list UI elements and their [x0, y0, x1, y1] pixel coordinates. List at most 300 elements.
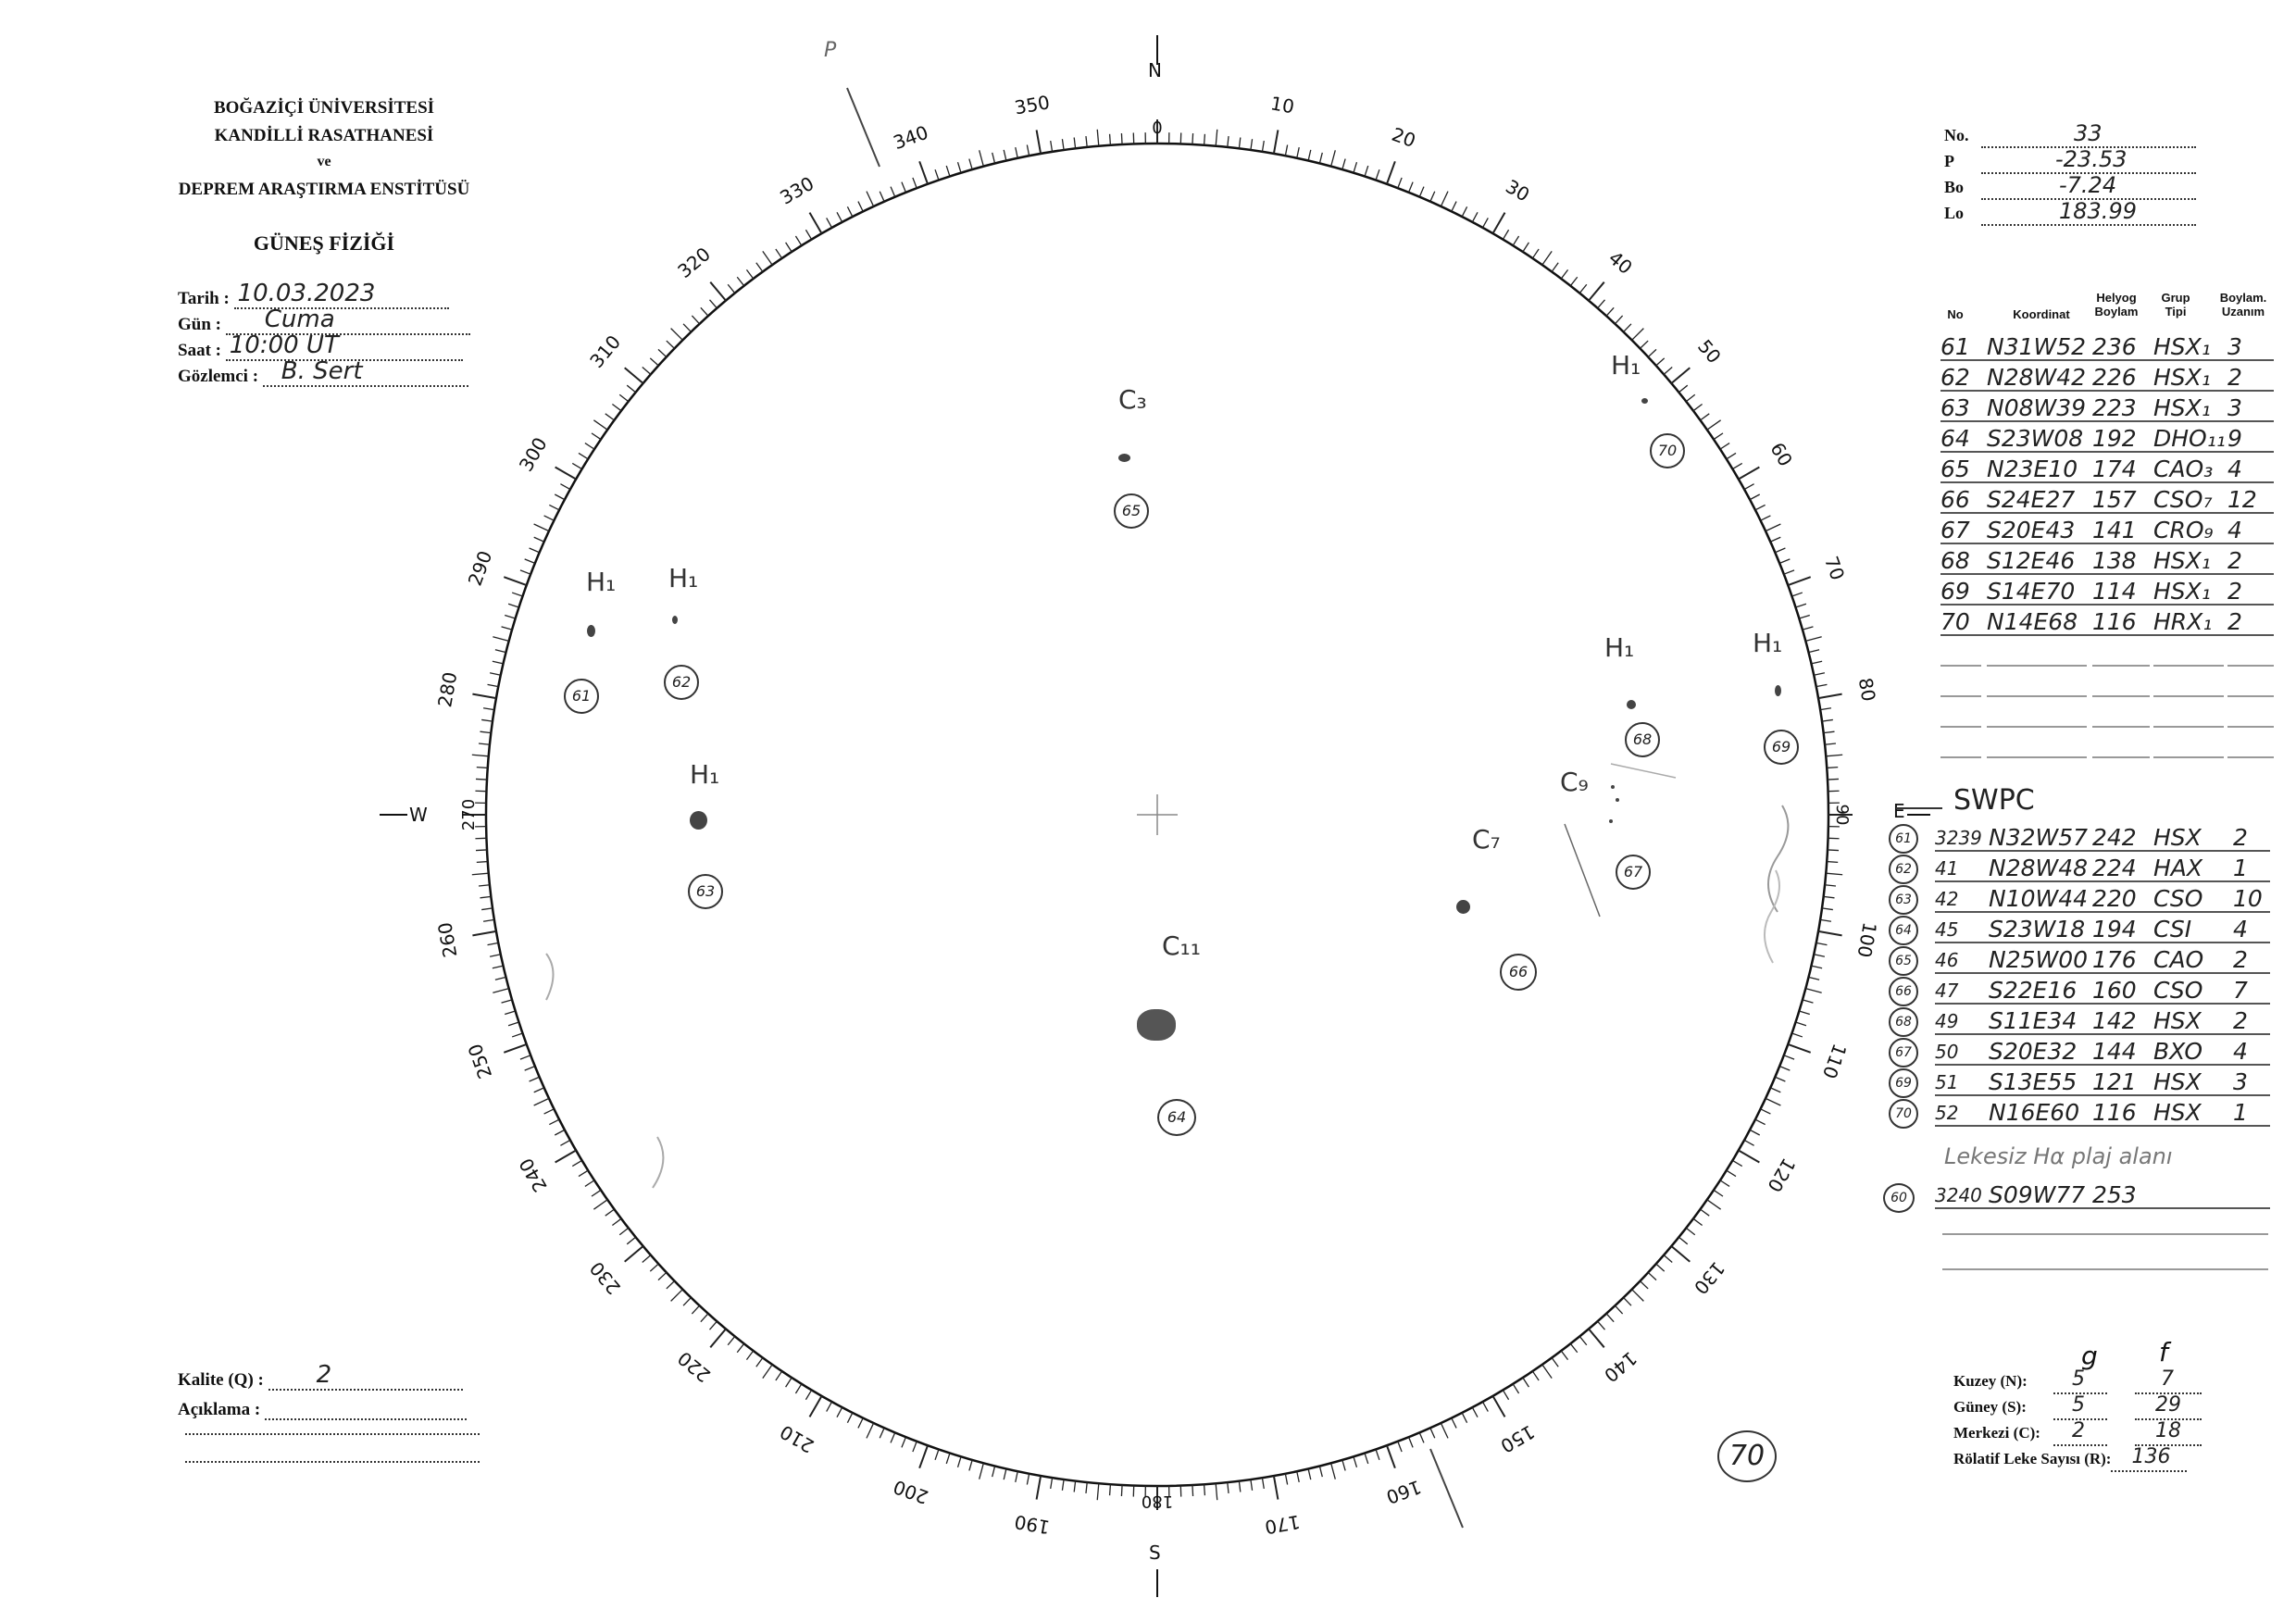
- degree-tick: [1750, 1130, 1760, 1135]
- degree-tick: [946, 166, 950, 176]
- groups-empty-line[interactable]: [2092, 695, 2150, 697]
- param-p-field[interactable]: [1981, 146, 2196, 174]
- groups-empty-line[interactable]: [1940, 756, 1981, 758]
- degree-tick: [701, 307, 708, 316]
- swpc-extra-col-2: 3240: [1935, 1184, 1982, 1206]
- groups-row-10-col-5: 2: [2227, 608, 2242, 635]
- east-label: E: [1893, 800, 1905, 822]
- degree-tick: [1419, 1432, 1424, 1442]
- col-longitude-header: Helyog Boylam: [2094, 291, 2139, 318]
- degree-tick: [643, 367, 651, 374]
- degree-tick: [728, 284, 735, 293]
- time-label: Saat :: [178, 341, 221, 360]
- degree-tick: [786, 1378, 792, 1387]
- groups-empty-line[interactable]: [2092, 756, 2150, 758]
- degree-tick: [1816, 943, 1828, 944]
- groups-empty-line[interactable]: [2153, 726, 2224, 728]
- groups-empty-line[interactable]: [2227, 726, 2274, 728]
- swpc-row-line: [1935, 1033, 2270, 1035]
- degree-label: 320: [673, 243, 715, 283]
- degree-label: 100: [1853, 920, 1881, 960]
- degree-tick: [493, 989, 508, 993]
- groups-row-line: [2092, 481, 2155, 483]
- degree-tick: [508, 1022, 518, 1026]
- swpc-row-5-col-5: CAO: [2153, 946, 2204, 973]
- degree-tick: [992, 1466, 995, 1477]
- groups-row-8-col-5: 2: [2227, 547, 2242, 574]
- swpc-row-6-col-1: 66: [1889, 977, 1918, 1006]
- degree-tick: [1732, 463, 1741, 468]
- groups-empty-line[interactable]: [2092, 665, 2150, 667]
- degree-tick: [1365, 1454, 1368, 1464]
- degree-tick: [530, 1077, 540, 1081]
- degree-tick: [1503, 230, 1508, 239]
- degree-tick: [555, 1151, 577, 1163]
- degree-tick: [1792, 1033, 1803, 1037]
- groups-empty-line[interactable]: [1987, 756, 2087, 758]
- degree-tick: [493, 637, 508, 642]
- group-70-circle: 70: [1650, 433, 1685, 468]
- degree-tick: [786, 243, 792, 252]
- degree-tick: [505, 616, 515, 619]
- north-g-value: 5: [2072, 1367, 2085, 1391]
- groups-row-line: [2153, 634, 2229, 636]
- degree-tick: [867, 192, 874, 206]
- groups-row-10-col-3: 116: [2092, 608, 2137, 635]
- groups-row-line: [2227, 451, 2274, 453]
- degree-tick: [493, 661, 504, 664]
- groups-empty-line[interactable]: [1940, 665, 1981, 667]
- sunspot-69: [1775, 685, 1781, 696]
- empty-line-2: [1942, 1268, 2268, 1270]
- degree-label: 170: [1263, 1510, 1303, 1539]
- degree-tick: [692, 316, 699, 324]
- degree-tick: [1110, 134, 1111, 145]
- group-62-circle: 62: [664, 665, 699, 700]
- groups-row-7-col-4: CRO₉: [2153, 517, 2214, 543]
- groups-empty-line[interactable]: [1987, 726, 2087, 728]
- degree-tick: [1761, 516, 1771, 520]
- groups-empty-line[interactable]: [2227, 756, 2274, 758]
- groups-row-2-col-1: 62: [1940, 364, 1970, 391]
- degree-tick: [1664, 1255, 1672, 1263]
- groups-row-1-col-3: 236: [2092, 333, 2137, 360]
- degree-tick: [1513, 1384, 1518, 1393]
- degree-tick: [490, 955, 501, 956]
- groups-row-line: [2092, 451, 2155, 453]
- groups-row-line: [2227, 604, 2274, 606]
- degree-tick: [1027, 145, 1029, 156]
- degree-tick: [1387, 161, 1395, 183]
- g-column-header: g: [2081, 1341, 2098, 1371]
- degree-tick: [1707, 1200, 1721, 1209]
- groups-row-4-col-4: DHO₁₁: [2153, 425, 2226, 452]
- swpc-row-5-col-6: 2: [2233, 946, 2248, 973]
- degree-tick: [1803, 1000, 1814, 1003]
- swpc-row-10-col-4: 116: [2092, 1099, 2137, 1126]
- groups-row-line: [2153, 390, 2229, 392]
- swpc-row-6-col-5: CSO: [2153, 977, 2203, 1004]
- degree-tick: [810, 213, 822, 234]
- day-label: Gün :: [178, 315, 221, 334]
- degree-tick: [483, 919, 494, 921]
- groups-row-line: [1940, 573, 1987, 575]
- degree-tick: [1827, 862, 1838, 863]
- degree-tick: [1720, 443, 1729, 450]
- sunspot-67b: [1616, 798, 1619, 802]
- groups-empty-line[interactable]: [2227, 665, 2274, 667]
- groups-row-line: [1987, 359, 2092, 361]
- date-label: Tarih :: [178, 289, 230, 308]
- degree-tick: [1430, 1428, 1435, 1438]
- degree-tick: [1239, 1481, 1240, 1492]
- groups-empty-line[interactable]: [1940, 726, 1981, 728]
- groups-row-line: [2153, 543, 2229, 544]
- degree-tick: [481, 908, 493, 910]
- degree-tick: [555, 494, 565, 500]
- degree-tick: [1570, 1343, 1577, 1352]
- groups-row-line: [2153, 573, 2229, 575]
- groups-row-10-col-2: N14E68: [1987, 608, 2078, 635]
- groups-row-6-col-3: 157: [2092, 486, 2137, 513]
- groups-row-line: [2092, 543, 2155, 544]
- center-g-value: 2: [2072, 1419, 2085, 1442]
- filament-southwest: [653, 1137, 663, 1188]
- degree-tick: [502, 1000, 513, 1003]
- degree-tick: [534, 1098, 549, 1105]
- param-no-value: 33: [2074, 120, 2103, 146]
- groups-row-1-col-4: HSX₁: [2153, 333, 2211, 360]
- degree-tick: [1761, 1109, 1771, 1114]
- degree-tick: [667, 341, 675, 348]
- group-68-class: H₁: [1604, 632, 1635, 663]
- groups-row-2-col-3: 226: [2092, 364, 2137, 391]
- groups-row-3-col-5: 3: [2227, 394, 2242, 421]
- degree-tick: [502, 627, 513, 630]
- degree-tick: [627, 385, 635, 393]
- center-f-field[interactable]: [2135, 1419, 2202, 1446]
- sunspot-67a: [1611, 785, 1615, 789]
- groups-row-line: [2153, 420, 2229, 422]
- swpc-row-2-col-4: 224: [2092, 855, 2137, 881]
- degree-tick: [1826, 873, 1842, 875]
- counts-block: [1953, 1368, 2202, 1472]
- degree-tick: [1732, 1160, 1741, 1166]
- degree-tick: [1542, 1365, 1552, 1379]
- groups-empty-line[interactable]: [2227, 695, 2274, 697]
- degree-tick: [483, 708, 494, 710]
- swpc-row-1-col-5: HSX: [2153, 824, 2202, 851]
- total-groups-circle: 70: [1717, 1430, 1777, 1482]
- degree-tick: [490, 673, 501, 675]
- swpc-row-6-col-3: S22E16: [1989, 977, 2078, 1004]
- degree-tick: [476, 850, 487, 851]
- degree-tick: [1251, 139, 1253, 150]
- degree-tick: [1632, 329, 1644, 341]
- empty-line-1: [1942, 1233, 2268, 1235]
- groups-row-line: [2153, 512, 2229, 514]
- swpc-row-2-col-3: N28W48: [1989, 855, 2089, 881]
- groups-empty-line[interactable]: [2153, 695, 2224, 697]
- groups-row-4-col-2: S23W08: [1987, 425, 2084, 452]
- degree-tick: [1561, 1351, 1567, 1360]
- groups-row-line: [2227, 390, 2274, 392]
- degree-tick: [671, 329, 683, 341]
- degree-tick: [592, 1190, 601, 1196]
- degree-tick: [1308, 1468, 1311, 1479]
- groups-row-1-col-2: N31W52: [1987, 333, 2087, 360]
- swpc-row-3-col-5: CSO: [2153, 885, 2203, 912]
- degree-label-cardinal: 90: [1832, 804, 1852, 826]
- degree-tick: [1788, 577, 1810, 585]
- degree-label: 140: [1600, 1346, 1641, 1387]
- degree-tick: [913, 178, 917, 188]
- degree-label: 310: [585, 331, 626, 372]
- groups-empty-line[interactable]: [1987, 695, 2087, 697]
- degree-tick: [658, 349, 667, 356]
- degree-tick: [477, 862, 488, 863]
- degree-tick: [1641, 341, 1649, 348]
- degree-tick: [1331, 1463, 1336, 1479]
- degree-tick: [1354, 162, 1357, 172]
- header-connector: ve: [317, 154, 331, 169]
- filament-east-2: [1765, 870, 1779, 963]
- degree-tick: [958, 1456, 962, 1467]
- degree-tick: [1016, 1471, 1017, 1482]
- degree-tick: [1398, 178, 1402, 188]
- degree-tick: [776, 249, 782, 258]
- degree-tick: [1701, 414, 1710, 420]
- degree-tick: [1204, 134, 1205, 145]
- groups-row-9-col-5: 2: [2227, 578, 2242, 605]
- degree-tick: [1503, 1390, 1508, 1399]
- groups-empty-line[interactable]: [2092, 726, 2150, 728]
- degree-tick: [1051, 1478, 1053, 1489]
- degree-tick: [1579, 284, 1587, 293]
- groups-row-line: [1987, 604, 2092, 606]
- swpc-extra-col-3: S09W77: [1989, 1181, 2086, 1208]
- swpc-row-4-col-1: 64: [1889, 916, 1918, 945]
- groups-row-line: [2153, 359, 2229, 361]
- groups-row-5-col-3: 174: [2092, 456, 2137, 482]
- degree-tick: [1606, 307, 1614, 316]
- swpc-row-8-col-2: 50: [1935, 1041, 1959, 1063]
- degree-tick: [1803, 627, 1814, 630]
- degree-tick: [1051, 141, 1053, 152]
- south-g-field[interactable]: [2053, 1393, 2107, 1420]
- swpc-row-5-col-3: N25W00: [1989, 946, 2089, 973]
- groups-row-line: [2227, 512, 2274, 514]
- degree-tick: [1739, 1151, 1760, 1163]
- groups-row-3-col-1: 63: [1940, 394, 1970, 421]
- degree-tick: [1824, 731, 1835, 732]
- degree-tick: [1274, 1476, 1279, 1500]
- swpc-note: Lekesiz Hα plaj alanı: [1944, 1143, 2173, 1169]
- degree-tick: [579, 1170, 588, 1176]
- south-f-field[interactable]: [2135, 1393, 2202, 1420]
- param-p-value: -23.53: [2055, 146, 2128, 172]
- param-bo-field[interactable]: [1981, 172, 2196, 200]
- degree-tick: [1656, 358, 1665, 366]
- north-g-field[interactable]: [2053, 1367, 2107, 1394]
- degree-label: 260: [433, 920, 462, 960]
- degree-tick: [508, 604, 518, 607]
- degree-tick: [701, 1314, 708, 1322]
- south-label: S: [1149, 1542, 1161, 1564]
- degree-tick: [1216, 1483, 1217, 1500]
- degree-tick: [1523, 243, 1529, 252]
- degree-label: 250: [463, 1041, 497, 1082]
- degree-tick: [1589, 282, 1604, 301]
- groups-row-line: [2227, 359, 2274, 361]
- degree-tick: [1648, 349, 1656, 356]
- degree-tick: [1472, 212, 1478, 222]
- swpc-row-9-col-6: 3: [2233, 1068, 2248, 1095]
- groups-row-10-col-1: 70: [1940, 608, 1970, 635]
- group-69-circle: 69: [1764, 730, 1799, 765]
- degree-tick: [1779, 1067, 1790, 1070]
- param-lo-label: Lo: [1944, 204, 1965, 222]
- groups-row-3-col-3: 223: [2092, 394, 2137, 421]
- groups-empty-line[interactable]: [1987, 665, 2087, 667]
- degree-tick: [969, 1460, 972, 1471]
- degree-tick: [1430, 192, 1435, 202]
- groups-row-7-col-2: S20E43: [1987, 517, 2076, 543]
- swpc-row-7-col-1: 68: [1889, 1007, 1918, 1037]
- param-no-label: No.: [1944, 126, 1969, 144]
- param-lo-field[interactable]: [1981, 198, 2196, 226]
- groups-row-line: [2092, 604, 2155, 606]
- degree-tick: [544, 1109, 555, 1114]
- degree-tick: [847, 1413, 852, 1423]
- degree-tick: [1482, 218, 1488, 227]
- degree-tick: [1799, 616, 1809, 619]
- groups-row-4-col-3: 192: [2092, 425, 2137, 452]
- degree-tick: [1452, 1418, 1456, 1429]
- groups-row-1-col-1: 61: [1940, 333, 1970, 360]
- swpc-extra-col-1: 60: [1883, 1183, 1915, 1213]
- degree-tick: [1811, 966, 1822, 968]
- degree-tick: [572, 1160, 581, 1166]
- param-bo-value: -7.24: [2059, 172, 2117, 198]
- groups-row-line: [1940, 543, 1987, 544]
- degree-tick: [746, 269, 753, 279]
- groups-row-8-col-4: HSX₁: [2153, 547, 2211, 574]
- degree-tick: [1755, 505, 1766, 509]
- degree-tick: [1462, 206, 1466, 217]
- swpc-row-10-col-3: N16E60: [1989, 1099, 2080, 1126]
- degree-tick: [525, 1067, 535, 1070]
- degree-label: 110: [1817, 1041, 1852, 1082]
- degree-tick: [1693, 1218, 1703, 1225]
- degree-label: 160: [1383, 1475, 1425, 1509]
- group-61-class: H₁: [586, 567, 617, 597]
- groups-empty-line[interactable]: [2153, 756, 2224, 758]
- degree-tick: [488, 684, 499, 686]
- p-axis-marker: P: [824, 39, 837, 62]
- degree-tick: [858, 1418, 863, 1429]
- swpc-row-line: [1935, 911, 2270, 913]
- degree-tick: [555, 1130, 565, 1135]
- degree-tick: [1419, 187, 1424, 197]
- degree-tick: [1074, 1481, 1075, 1492]
- day-value: Cuma: [264, 306, 335, 333]
- groups-empty-line[interactable]: [1940, 695, 1981, 697]
- degree-tick: [935, 1450, 939, 1460]
- group-67-circle: 67: [1616, 855, 1651, 890]
- degree-tick: [605, 1209, 615, 1216]
- groups-row-line: [2227, 481, 2274, 483]
- swpc-row-line: [1935, 1003, 2270, 1005]
- groups-row-line: [2227, 420, 2274, 422]
- param-bo-label: Bo: [1944, 178, 1965, 196]
- degree-tick: [619, 394, 628, 401]
- degree-tick: [913, 1442, 917, 1452]
- groups-row-line: [1987, 634, 2092, 636]
- swpc-row-10-col-6: 1: [2233, 1099, 2248, 1126]
- degree-tick: [650, 1264, 658, 1271]
- date-value: 10.03.2023: [237, 280, 376, 307]
- degree-tick: [1814, 673, 1825, 675]
- group-67-class: C₉: [1560, 767, 1589, 797]
- sunspot-62: [672, 616, 678, 624]
- groups-row-8-col-3: 138: [2092, 547, 2137, 574]
- group-69-class: H₁: [1753, 628, 1783, 658]
- degree-tick: [902, 1437, 905, 1447]
- degree-tick: [1775, 548, 1785, 553]
- center-f-value: 18: [2155, 1419, 2181, 1442]
- swpc-row-8-col-3: S20E32: [1989, 1038, 2078, 1065]
- degree-tick: [1820, 708, 1831, 710]
- groups-row-5-col-5: 4: [2227, 456, 2242, 482]
- degree-tick: [1624, 1298, 1631, 1306]
- degree-label: 240: [514, 1154, 552, 1196]
- swpc-row-8-col-6: 4: [2233, 1038, 2248, 1065]
- center-g-field[interactable]: [2053, 1419, 2107, 1446]
- swpc-title: SWPC: [1953, 784, 2035, 817]
- north-f-field[interactable]: [2135, 1367, 2202, 1394]
- degree-tick: [625, 368, 643, 383]
- groups-row-6-col-4: CSO₇: [2153, 486, 2213, 513]
- groups-row-6-col-5: 12: [2227, 486, 2257, 513]
- swpc-row-6-col-2: 47: [1935, 980, 1959, 1002]
- degree-tick: [572, 463, 581, 468]
- groups-row-line: [1987, 451, 2092, 453]
- degree-tick: [488, 943, 499, 944]
- degree-tick: [692, 1305, 699, 1314]
- swpc-row-7-col-3: S11E34: [1989, 1007, 2078, 1034]
- sunspot-68: [1627, 700, 1636, 709]
- relative-count-field[interactable]: [2111, 1445, 2187, 1472]
- degree-tick: [827, 218, 832, 227]
- degree-tick: [612, 404, 621, 410]
- degree-tick: [1204, 1484, 1205, 1495]
- relative-count-label: Rölatif Leke Sayısı (R):: [1953, 1450, 2112, 1467]
- groups-empty-line[interactable]: [2153, 665, 2224, 667]
- degree-tick: [795, 236, 801, 245]
- swpc-row-2-col-5: HAX: [2153, 855, 2203, 881]
- degree-tick: [1808, 650, 1819, 653]
- param-no-field[interactable]: [1981, 120, 2196, 148]
- degree-tick: [1727, 453, 1736, 458]
- degree-tick: [1074, 137, 1075, 148]
- degree-label: 130: [1689, 1257, 1729, 1299]
- groups-row-line: [1940, 481, 1987, 483]
- degree-tick: [980, 150, 984, 166]
- degree-tick: [756, 263, 763, 272]
- degree-tick: [1641, 1281, 1649, 1289]
- degree-tick: [671, 1290, 683, 1302]
